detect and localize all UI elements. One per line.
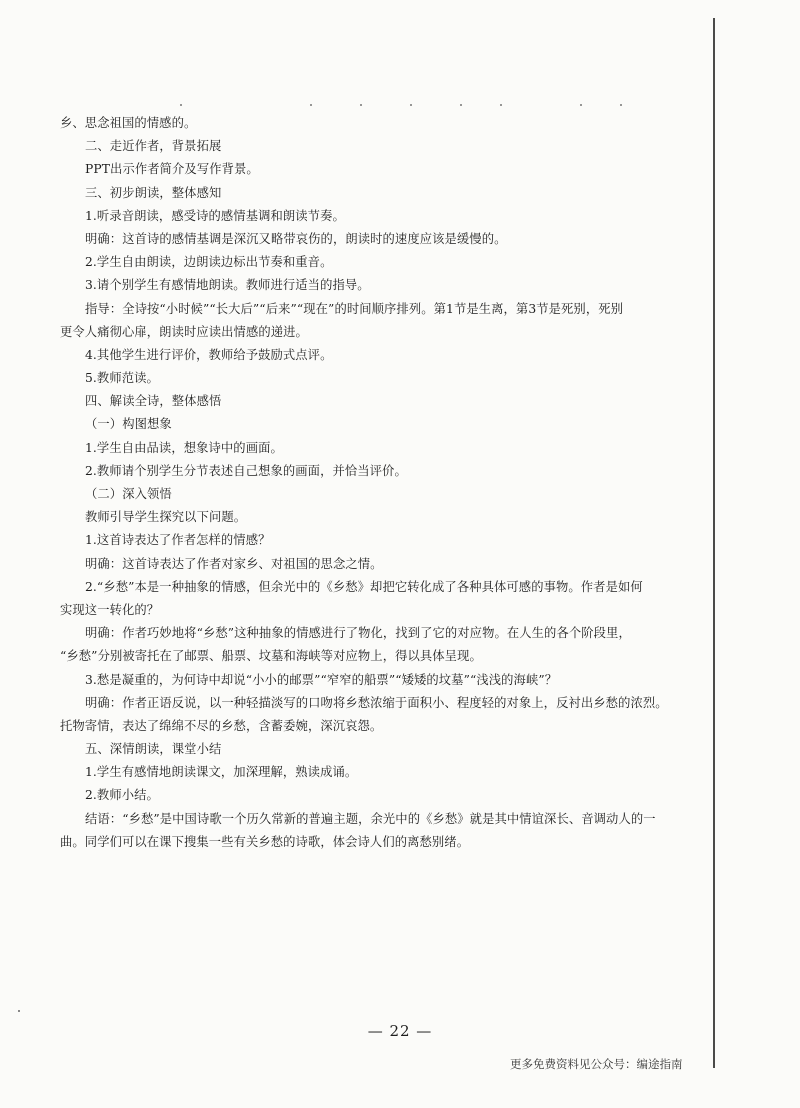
text-line: 3.请个别学生有感情地朗读。教师进行适当的指导。 [85, 278, 370, 293]
text-line: 1.学生有感情地朗读课文，加深理解，熟读成诵。 [85, 765, 358, 780]
text-line: 2.学生自由朗读，边朗读边标出节奏和重音。 [85, 255, 333, 270]
text-line: 1.听录音朗读，感受诗的感情基调和朗读节奏。 [85, 208, 345, 223]
text-line: 2.教师小结。 [85, 788, 159, 803]
section-heading: 四、解读全诗，整体感悟 [85, 394, 222, 409]
text-line: 明确：这首诗表达了作者对家乡、对祖国的思念之情。 [85, 556, 383, 571]
subsection-heading: （二）深入领悟 [85, 487, 172, 501]
text-line: 1.学生自由品读，想象诗中的画面。 [85, 440, 283, 455]
text-line: 4.其他学生进行评价，教师给予鼓励式点评。 [85, 347, 333, 362]
text-line: 实现这一转化的？ [60, 602, 160, 617]
text-line: 3.愁是凝重的，为何诗中却说“小小的邮票”“窄窄的船票”“矮矮的坟墓”“浅浅的海峡”？ [85, 672, 558, 687]
section-heading: 二、走近作者，背景拓展 [85, 139, 222, 154]
text-line: 指导：全诗按“小时候”“长大后”“后来”“现在”的时间顺序排列。第1节是生离，第3节是死别，死别 [85, 301, 624, 316]
scan-dots [60, 104, 700, 108]
section-heading: 五、深情朗读，课堂小结 [85, 742, 222, 757]
text-line: 5.教师范读。 [85, 371, 159, 386]
scan-edge-line [713, 18, 715, 1068]
footer-note: 更多免费资料见公众号：编途指南 [510, 1057, 683, 1071]
text-line: 更令人痛彻心扉，朗读时应读出情感的递进。 [60, 324, 308, 339]
text-line: 结语：“乡愁”是中国诗歌一个历久常新的普遍主题，余光中的《乡愁》就是其中情谊深长、音调动人的一 [85, 811, 656, 826]
text-line: 2.“乡愁”本是一种抽象的情感，但余光中的《乡愁》却把它转化成了各种具体可感的事物。作者是如何 [85, 579, 643, 594]
text-line: 教师引导学生探究以下问题。 [85, 510, 247, 525]
document-body [60, 112, 700, 854]
text-line: 2.教师请个别学生分节表述自己想象的画面，并恰当评价。 [85, 463, 407, 478]
section-heading: 三、初步朗读，整体感知 [85, 185, 222, 200]
text-line: “乡愁”分别被寄托在了邮票、船票、坟墓和海峡等对应物上，得以具体呈现。 [60, 649, 482, 664]
text-line: 1.这首诗表达了作者怎样的情感？ [85, 533, 271, 548]
text-line: 明确：作者正语反说，以一种轻描淡写的口吻将乡愁浓缩于面积小、程度轻的对象上，反衬出乡愁的浓烈。 [85, 695, 668, 710]
text-line: 托物寄情，表达了绵绵不尽的乡愁，含蓄委婉，深沉哀怨。 [60, 718, 383, 733]
page-number: — 22 — [367, 1022, 433, 1040]
scan-speck [18, 1010, 20, 1012]
text-line: 明确：这首诗的感情基调是深沉又略带哀伤的，朗读时的速度应该是缓慢的。 [85, 231, 507, 246]
text-line: PPT出示作者简介及写作背景。 [85, 162, 259, 177]
text-line: 明确：作者巧妙地将“乡愁”这种抽象的情感进行了物化，找到了它的对应物。在人生的各个阶段里， [85, 626, 631, 641]
text-line: 乡、思念祖国的情感的。 [60, 116, 197, 130]
text-line: 曲。同学们可以在课下搜集一些有关乡愁的诗歌，体会诗人们的离愁别绪。 [60, 834, 470, 849]
subsection-heading: （一）构图想象 [85, 417, 172, 432]
